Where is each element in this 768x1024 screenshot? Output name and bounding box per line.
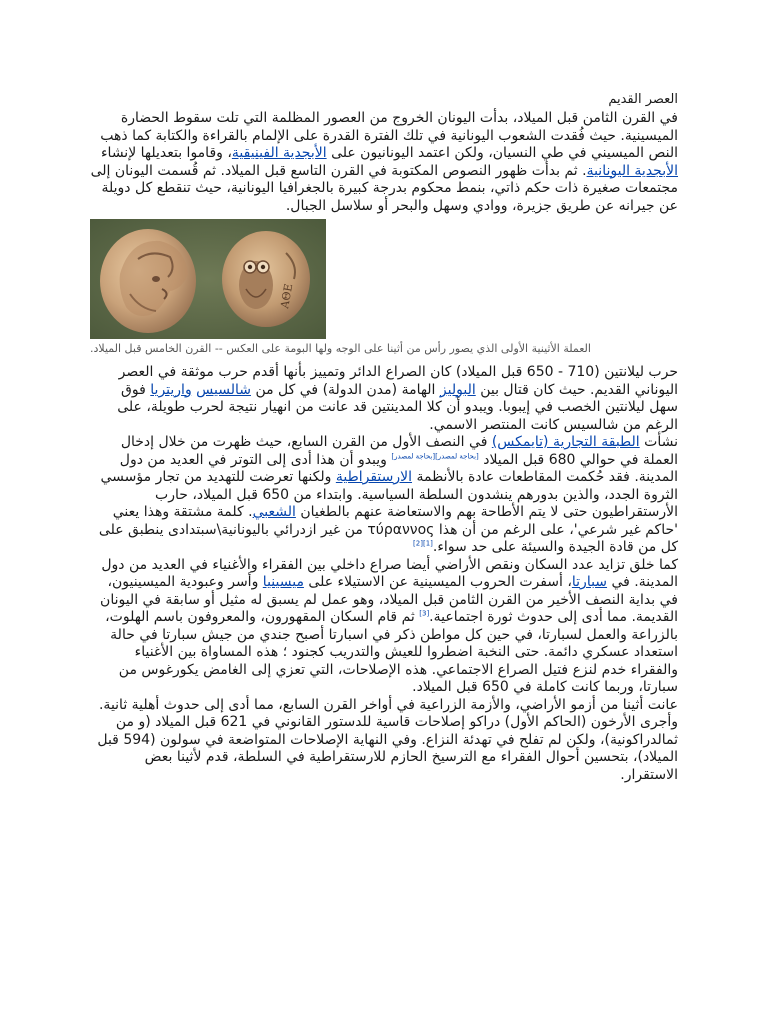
merchant-text-2: في النصف الأول من القرن السابع، حيث ظهرت من خلال إدخال العملة في حوالي 680 قبل الميلاد [120, 434, 678, 468]
polis-link[interactable]: البوليز [439, 381, 476, 398]
eretria-link[interactable]: واريتريا [150, 381, 192, 398]
figure-caption: العملة الأثينية الأولى الذي يصور رأس من أثينا على الوجه ولها البومة على العكس -- القرن الخامس قبل الميلاد. [90, 342, 591, 355]
sparta-link[interactable]: سبارتا [571, 574, 608, 590]
footnote-ref-3[interactable]: [3] [419, 609, 430, 618]
sparta-text-2: ، أسفرت الحروب الميسينية عن الاستيلاء على [308, 574, 572, 590]
athens-paragraph [90, 697, 678, 785]
greek-word: τύραννος [367, 521, 435, 538]
chalcis-link[interactable]: شالسيس [196, 381, 251, 398]
lelantine-text-1: حرب ليلانتين (710 - 650 قبل الميلاد) كان الصراع الدائر وتمييز بأنها أقدم حرب موثقة في العصر اليوناني القديم. حيث كان قتال بين [118, 364, 678, 398]
merchant-text-5: . كلمة مشتقة وهذا يعني 'حاكم غير شرعي'، على الرغم من أن هذا [112, 504, 678, 538]
intro-text-2: ، وقاموا بتعديلها لإنشاء [100, 145, 232, 161]
messenia-link[interactable]: ميسينيا [262, 574, 304, 590]
footnote-ref-1-2[interactable]: [1][2] [413, 539, 433, 548]
sparta-paragraph [90, 557, 678, 697]
athens-text-1: عانت أثينا من أزمو الأراضي، والأزمة الزراعية في أواخر القرن السابع، مما أدى إلى حدوث أهلية ثانية. وأجرى الأرخون (الحاكم الأول) دراكو إصلاحات قاسية للدستور القانوني في 621 قبل الميلاد (و من ثمالدراكونية)، ولكن لم تفلح في تهدئة النزاع. وفي النهاية الإصلاحات المتواضعة في سولون (594 قبل الميلاد)، بتحسين أحوال الفقراء مع الترسيخ الحازم للارستقراطية في السلطة، قدم لأثينا بعض الاستقرار. [97, 696, 678, 783]
greek-alphabet-link[interactable]: الأبجدية اليونانية [586, 162, 678, 179]
coin-reverse-owl [222, 231, 310, 327]
intro-text-1: في القرن الثامن قبل الميلاد، بدأت اليونان الخروج من العصور المظلمة التي تلت سقوط الحضارة الميسينية. حيث فُقدت الشعوب اليونانية في تلك الفترة القدرة على الإلمام بالقراءة والكتابة كما ذهب النص الميسيني في طي النسيان، ولكن اعتمد اليونانيون على [100, 110, 678, 161]
intro-paragraph [90, 110, 678, 215]
merchant-text-6: من غير ازدرائي باليونانية\سبتدادى ينطبق على كل من قادة الجيدة والسيئة على حد سواء. [98, 521, 678, 555]
populist-link[interactable]: الشعبي [252, 504, 296, 520]
merchant-text-3: ويبدو أن هذا أدى إلى التوتر في العديد من دول المدينة. فقد حُكمت المقاطعات عادة بالأنظمة [119, 451, 678, 485]
coin-inscription: ΑΘΕ [278, 282, 296, 310]
sparta-text-1: كما خلق تزايد عدد السكان ونقص الأراضي أيضا صراع داخلي بين الفقراء والأغنياء في العديد من دول المدينة. في [101, 556, 678, 590]
coin-figure [90, 219, 678, 356]
merchant-text-1: نشأت [644, 434, 678, 450]
lelantine-text-3: فوق سهل ليلانتين الخصب في إيبوبا. ويبدو أن كلا المدينتين قد عانت من انهيار نتيجة لحرب طويلة، على الرغم من شالسيس كانت المنتصر الاسمي. [117, 381, 678, 433]
section-heading: العصر القديم [608, 92, 678, 107]
sparta-text-4: ثم قام السكان المقهورون، والمعروفون باسم الهلوت، بالزراعة والعمل لسبارتا، في حين كل مواطن ذكر في اسبارتا أصبح جندي من جيش سبارتا في حالة استعداد عسكري دائمة. حتى النخبة اضطروا للعيش والتدريب كجنود ؛ هذه المساواة بين الأغنياء والفقراء خدم لنزع فتيل الصراع الاجتماعي. هذه الإصلاحات، التي تعزي إلى الغامض يكورغوس من سبارتا، وربما كانت كاملة في 650 قبل الميلاد. [105, 609, 678, 695]
intro-text-3: . ثم بدأت ظهور النصوص المكتوبة في القرن التاسع قبل الميلاد. ثم قُسمت اليونان إلى مجتمعات صغيرة ذات حكم ذاتي، بنمط محكوم بدرجة كبيرة بالجغرافيا اليونانية، حيث تنقطع كل دويلة عن جيرانه عن طريق جزيرة، ووادي وسهل والبحر أو سلاسل الجبال. [90, 162, 678, 214]
article-body [90, 92, 678, 784]
lelantine-text-2: الهامة (مدن الدولة) في كل من [255, 381, 436, 398]
phoenician-alphabet-link[interactable]: الأبجدية الفينيقية [231, 145, 327, 161]
citation-needed-ref-2[interactable]: [بحاجة لمصدر] [391, 451, 436, 460]
lelantine-paragraph [90, 364, 678, 434]
merchant-class-link[interactable]: الطبقة التجارية (تايمكس) [491, 434, 640, 450]
citation-needed-ref[interactable]: [بحاجة لمصدر] [435, 451, 479, 460]
merchant-paragraph [90, 434, 678, 557]
merchant-text-4: ولكنها تعرضت للتهديد من تجار مؤسسي الثروة الجدد، والذين بدورهم ينشدون السلطة السياسية. وابتداء من 650 قبل الميلاد، حارب الأرستقراطيون حتى لا يتم الأطاحة بهم والاستعاضة عنهم بالطغيان [100, 469, 678, 520]
aristocracy-link[interactable]: الارستقراطية [335, 469, 413, 485]
coin-obverse-athena [100, 229, 196, 333]
athenian-coin-image [90, 219, 326, 339]
sparta-text-3: وأسر وعبودية الميسينيون، في بداية النصف الأخير من القرن الثامن قبل الميلاد، وهو عمل لم يسبق له مثيل أو سابقة في اليونان القديمة. مما أدى إلى حدوث ثورة اجتماعية. [100, 574, 678, 625]
